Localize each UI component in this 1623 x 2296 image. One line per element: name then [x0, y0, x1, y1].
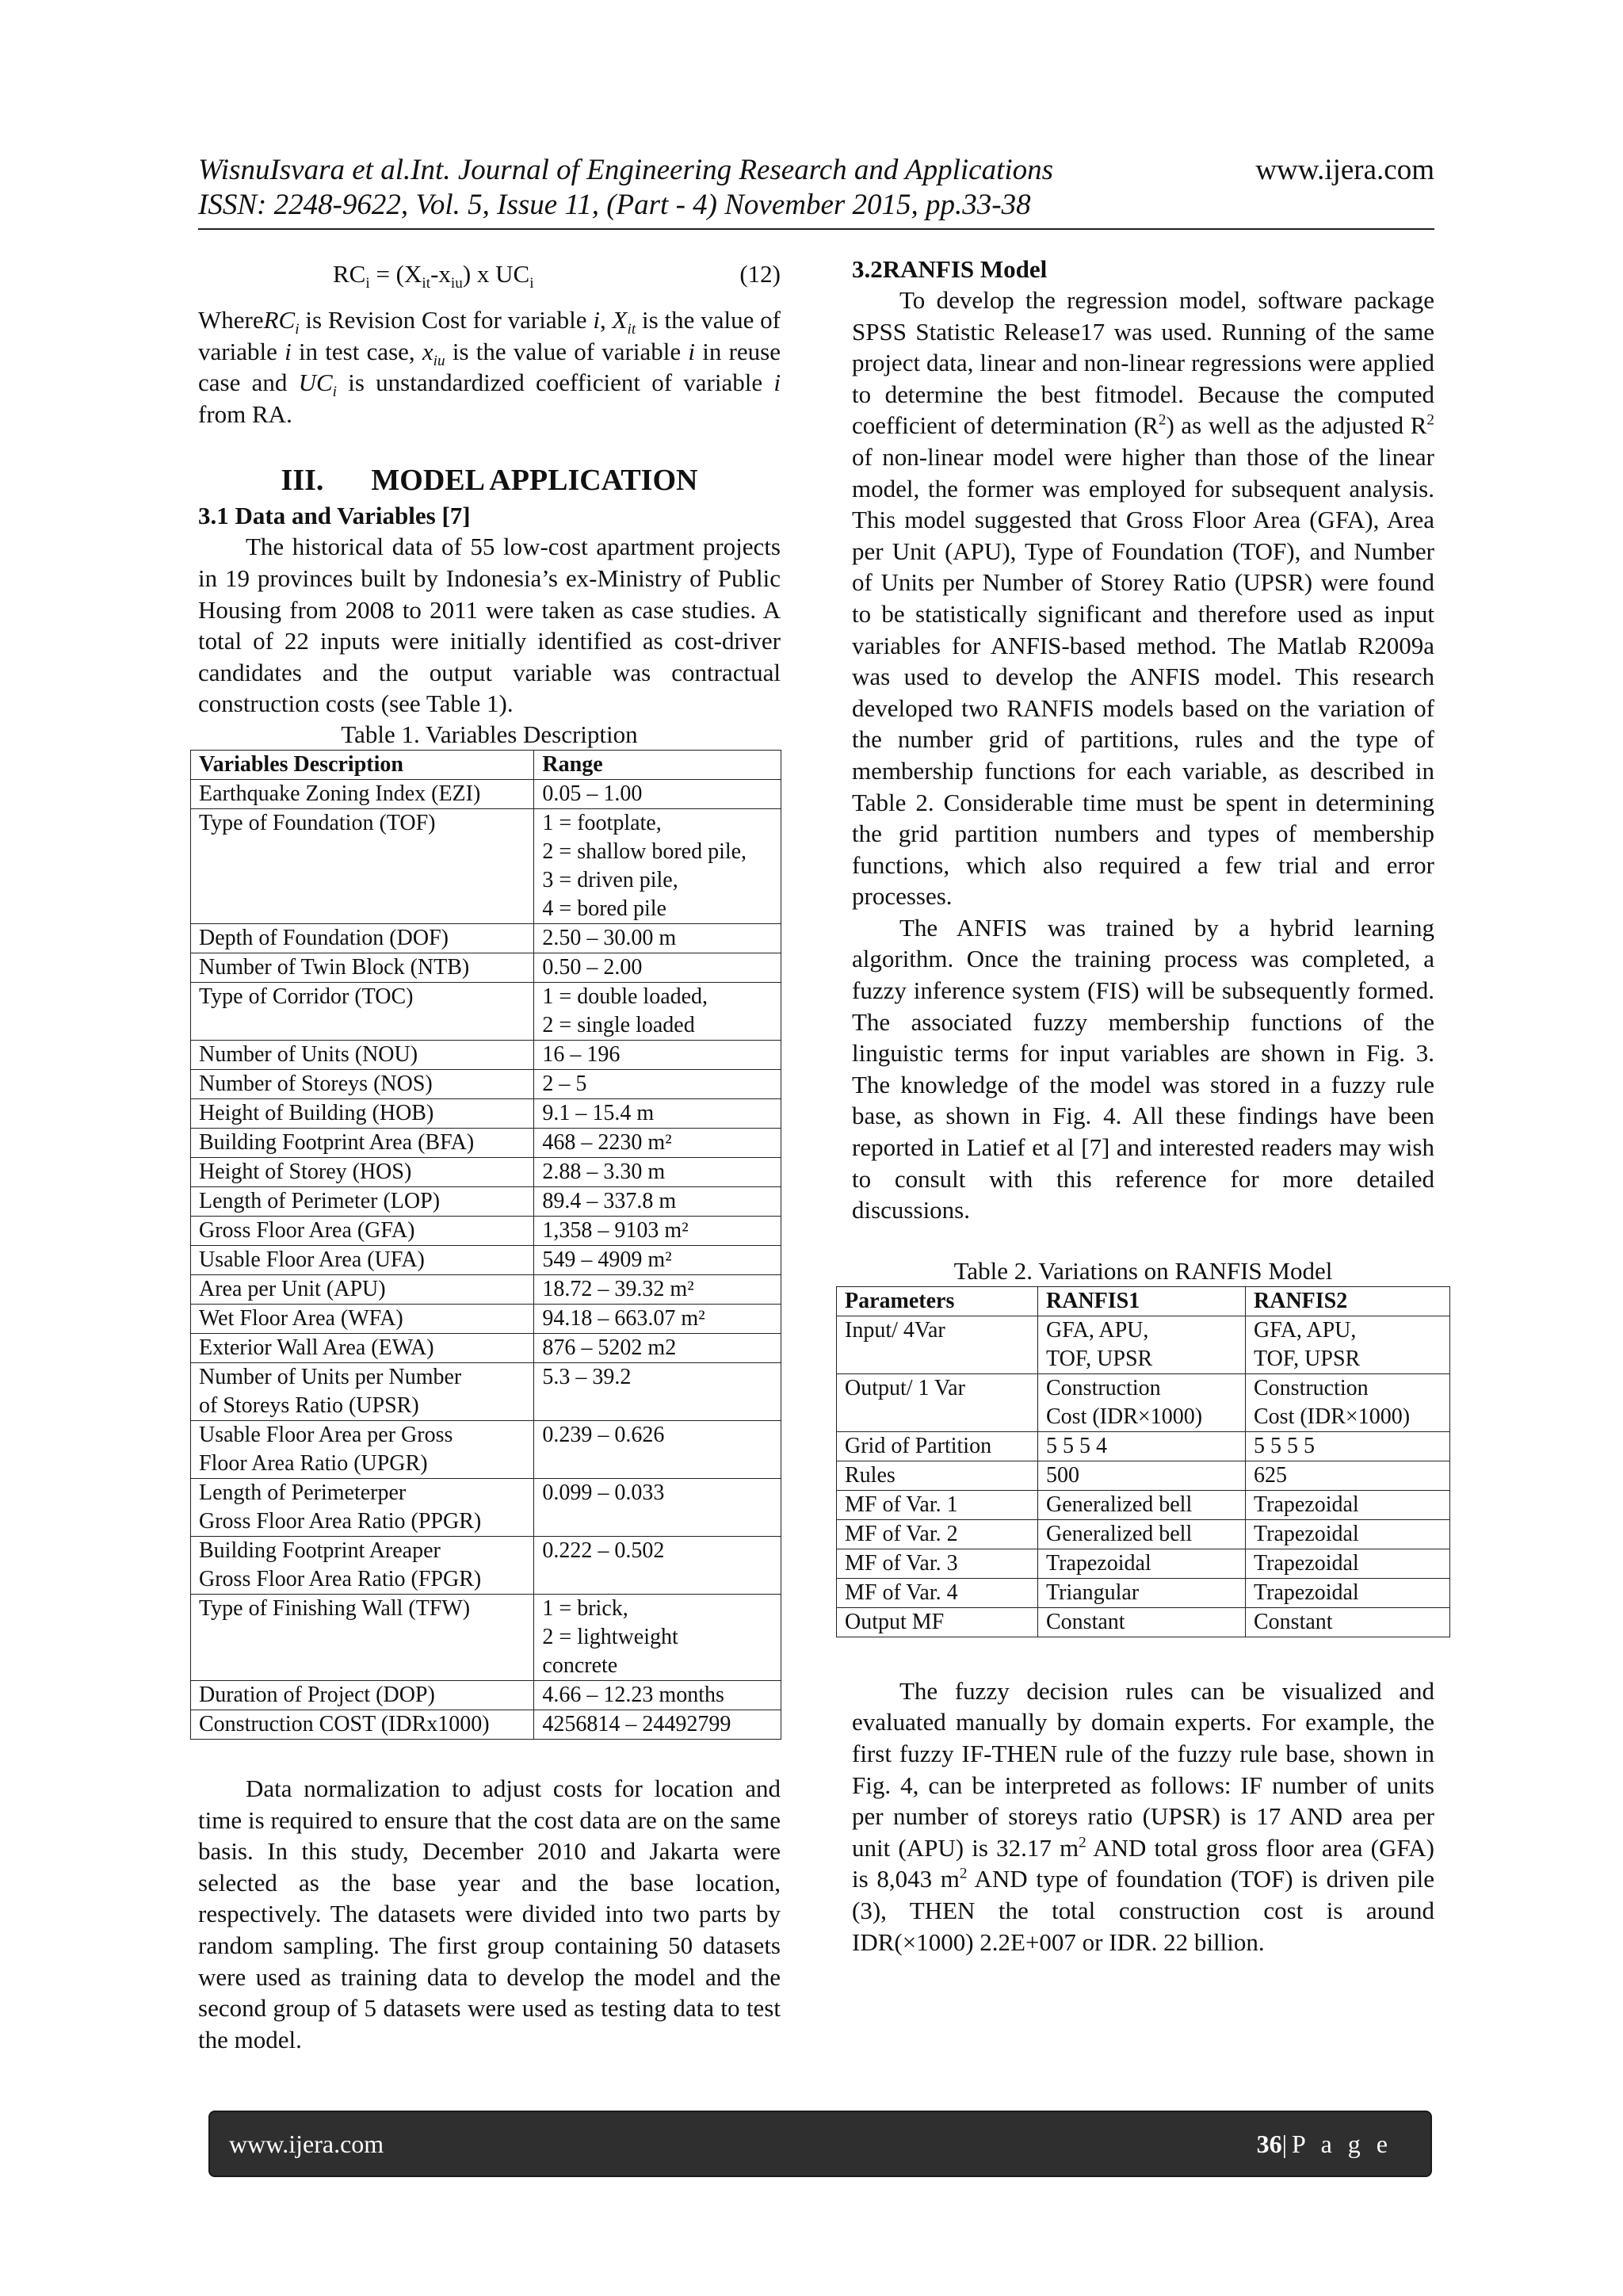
table1-row: [191, 1594, 781, 1680]
table1-cell: Duration of Project (DOP): [191, 1680, 534, 1710]
right-column: [845, 254, 1434, 1958]
header-rule: [198, 228, 1434, 230]
table2-cell: Input/ 4Var: [837, 1316, 1038, 1373]
table1-cell: Exterior Wall Area (EWA): [191, 1333, 534, 1362]
left-column: [198, 254, 781, 2055]
table2-cell: Trapezoidal: [1246, 1490, 1450, 1519]
table2-cell: 5 5 5 5: [1246, 1431, 1450, 1461]
subsection-heading-3-2: 3.2RANFIS Model: [852, 255, 1048, 283]
table1-cell: Number of Units per Number of Storeys Ratio (UPSR): [191, 1362, 534, 1420]
table1-row: [191, 923, 781, 953]
table1-cell: 2 – 5: [534, 1069, 781, 1098]
table1-header-cell: Variables Description: [191, 750, 534, 779]
paragraph-data-variables: The historical data of 55 low-cost apartment projects in 19 provinces built by Indonesia’s ex-Ministry of Public Housing from 2008 to 2011 were taken as case studies. A total of 22 inputs were initially identified as cost-driver candidates and the output variable was contractual construction costs (see Table 1).: [198, 533, 781, 718]
table1-row: [191, 1245, 781, 1274]
table1-cell: Depth of Foundation (DOF): [191, 923, 534, 953]
header-journal-line: WisnuIsvara et al.Int. Journal of Engineering Research and Applications: [198, 154, 1054, 186]
table1-row: [191, 1333, 781, 1362]
running-header: [198, 153, 1434, 223]
header-website-link[interactable]: www.ijera.com: [1255, 154, 1434, 186]
table1-cell: 89.4 – 337.8 m: [534, 1186, 781, 1216]
table2-row: [837, 1316, 1450, 1373]
table2-cell: MF of Var. 4: [837, 1578, 1038, 1607]
table1-cell: 1,358 – 9103 m²: [534, 1216, 781, 1245]
table2-cell: MF of Var. 1: [837, 1490, 1038, 1519]
table1-cell: Height of Building (HOB): [191, 1098, 534, 1128]
table2-caption: Table 2. Variations on RANFIS Model: [953, 1256, 1333, 1285]
table1-cell: 1 = double loaded, 2 = single loaded: [534, 982, 781, 1040]
table1-row: [191, 808, 781, 923]
table1-cell: Building Footprint Area (BFA): [191, 1128, 534, 1157]
table1-row: [191, 1157, 781, 1186]
table1-row: [191, 1040, 781, 1069]
paragraph-fuzzy-rules: The fuzzy decision rules can be visualized and evaluated manually by domain experts. For example, the first fuzzy IF-THEN rule of the fuzzy rule base, shown in Fig. 4, can be interpreted as follows: IF number of units per number of storeys ratio (UPSR) is 17 AND area per unit (APU) is 32.17 $m^2$ AND total gross floor area (GFA) is 8,043 $m^2$ AND type of foundation (TOF) is driven pile (3), THEN the total construction cost is around IDR(×1000) 2.2E+007 or IDR. 22 billion.: [852, 1676, 1434, 1956]
table1-cell: 18.72 – 39.32 m²: [534, 1274, 781, 1304]
table1-cell: Usable Floor Area per Gross Floor Area Ratio (UPGR): [191, 1420, 534, 1478]
table2-row: [837, 1607, 1450, 1637]
table1-row: [191, 1362, 781, 1420]
table2-row: [837, 1461, 1450, 1490]
table1-cell: 1 = footplate, 2 = shallow bored pile, 3 = driven pile, 4 = bored pile: [534, 808, 781, 923]
table2-cell: GFA, APU, TOF, UPSR: [1246, 1316, 1450, 1373]
table1-row: [191, 1536, 781, 1594]
table2-row: [837, 1490, 1450, 1519]
table2-ranfis-variations: [836, 1286, 1450, 1637]
table1-cell: Area per Unit (APU): [191, 1274, 534, 1304]
table1-cell: 4256814 – 24492799: [534, 1710, 781, 1739]
table1-row: [191, 1304, 781, 1333]
table1-cell: 549 – 4909 m²: [534, 1245, 781, 1274]
table2-cell: GFA, APU, TOF, UPSR: [1038, 1316, 1246, 1373]
table2-cell: Triangular: [1038, 1578, 1246, 1607]
table2-row: [837, 1431, 1450, 1461]
table2-cell: Output/ 1 Var: [837, 1373, 1038, 1431]
table2-cell: Output MF: [837, 1607, 1038, 1637]
paragraph-normalization: Data normalization to adjust costs for location and time is required to ensure that the cost data are on the same basis. In this study, December 2010 and Jakarta were selected as the base year and the base location, respectively. The datasets were divided into two parts by random sampling. The first group containing 50 datasets were used as training data to develop the model and the second group of 5 datasets were used as testing data to test the model.: [198, 1774, 781, 2053]
table1-cell: 16 – 196: [534, 1040, 781, 1069]
table1-row: [191, 1274, 781, 1304]
table1-cell: 0.50 – 2.00: [534, 953, 781, 982]
table1-cell: 9.1 – 15.4 m: [534, 1098, 781, 1128]
table2-header-cell: Parameters: [837, 1286, 1038, 1316]
table1-row: [191, 1680, 781, 1710]
table1-cell: Number of Storeys (NOS): [191, 1069, 534, 1098]
table1-cell: 0.222 – 0.502: [534, 1536, 781, 1594]
table1-row: [191, 1098, 781, 1128]
table1-cell: Building Footprint Areaper Gross Floor Area Ratio (FPGR): [191, 1536, 534, 1594]
table2-row: [837, 1549, 1450, 1578]
table1-cell: Number of Units (NOU): [191, 1040, 534, 1069]
table2-header-cell: RANFIS1: [1038, 1286, 1246, 1316]
table2-cell: Constant: [1038, 1607, 1246, 1637]
table1-cell: Type of Finishing Wall (TFW): [191, 1594, 534, 1680]
equation-12: [198, 258, 781, 290]
table2-cell: 500: [1038, 1461, 1246, 1490]
table2-cell: MF of Var. 2: [837, 1519, 1038, 1549]
table2-cell: Trapezoidal: [1246, 1578, 1450, 1607]
table2-cell: Construction Cost (IDR×1000): [1038, 1373, 1246, 1431]
table1-cell: Construction COST (IDRx1000): [191, 1710, 534, 1739]
table1-cell: Gross Floor Area (GFA): [191, 1216, 534, 1245]
table1-cell: Type of Corridor (TOC): [191, 982, 534, 1040]
equation-explanation: WhereRC$_i$ is Revision Cost for variable i, $X_{it}$ is the value of variable i in test case, $x_{iu}$ is the value of variable i in reuse case and $UC_i$ is unstandardized coefficient of variable i from RA.: [198, 306, 781, 428]
equation-formula: $RC_i = (X_{it}-x_{iu})$ x $UC_i$: [333, 260, 534, 292]
table2-row: [837, 1519, 1450, 1549]
table1-row: [191, 1069, 781, 1098]
table1-cell: Height of Storey (HOS): [191, 1157, 534, 1186]
table1-row: [191, 1128, 781, 1157]
equation-number: (12): [739, 260, 781, 288]
table1-cell: 4.66 – 12.23 months: [534, 1680, 781, 1710]
table1-cell: 94.18 – 663.07 m²: [534, 1304, 781, 1333]
table1-row: [191, 1710, 781, 1739]
table1-caption: Table 1. Variables Description: [341, 720, 638, 748]
page-footer: [210, 2112, 1430, 2176]
table2-cell: Generalized bell: [1038, 1519, 1246, 1549]
table1-cell: Wet Floor Area (WFA): [191, 1304, 534, 1333]
table1-cell: 876 – 5202 m2: [534, 1333, 781, 1362]
table1-cell: 0.099 – 0.033: [534, 1478, 781, 1536]
table2-cell: Grid of Partition: [837, 1431, 1038, 1461]
table1-row: [191, 953, 781, 982]
footer-website-link[interactable]: www.ijera.com: [229, 2130, 384, 2158]
table2-cell: Generalized bell: [1038, 1490, 1246, 1519]
table1-row: [191, 1186, 781, 1216]
table1-row: [191, 1216, 781, 1245]
table1-cell: 2.50 – 30.00 m: [534, 923, 781, 953]
footer-page-number: 36|P a g e: [1256, 2130, 1392, 2158]
table1-cell: 2.88 – 3.30 m: [534, 1157, 781, 1186]
table2-cell: Rules: [837, 1461, 1038, 1490]
table1-variables: [190, 750, 781, 1740]
table1-cell: Usable Floor Area (UFA): [191, 1245, 534, 1274]
subsection-heading-3-1: 3.1 Data and Variables [7]: [198, 502, 471, 530]
table1-cell: 1 = brick, 2 = lightweight concrete: [534, 1594, 781, 1680]
table1-cell: Number of Twin Block (NTB): [191, 953, 534, 982]
table1-cell: 0.239 – 0.626: [534, 1420, 781, 1478]
table1-row: [191, 1420, 781, 1478]
table1-cell: Length of Perimeterper Gross Floor Area Ratio (PPGR): [191, 1478, 534, 1536]
table1-cell: Type of Foundation (TOF): [191, 808, 534, 923]
table1-cell: 5.3 – 39.2: [534, 1362, 781, 1420]
table1-header-cell: Range: [534, 750, 781, 779]
paragraph-anfis-training: The ANFIS was trained by a hybrid learning algorithm. Once the training process was completed, a fuzzy inference system (FIS) will be subsequently formed. The associated fuzzy membership functions of the linguistic terms for input variables are shown in Fig. 3. The knowledge of the model was stored in a fuzzy rule base, as shown in Fig. 4. All these findings have been reported in Latief et al [7] and interested readers may wish to consult with this reference for more detailed discussions.: [852, 913, 1434, 1224]
table1-cell: 468 – 2230 m²: [534, 1128, 781, 1157]
table2-header-cell: RANFIS2: [1246, 1286, 1450, 1316]
table2-cell: MF of Var. 3: [837, 1549, 1038, 1578]
table2-cell: Trapezoidal: [1246, 1519, 1450, 1549]
table2-cell: Construction Cost (IDR×1000): [1246, 1373, 1450, 1431]
table1-row: [191, 982, 781, 1040]
table1-cell: 0.05 – 1.00: [534, 779, 781, 808]
table2-row: [837, 1373, 1450, 1431]
section-heading: III. MODEL APPLICATION: [281, 464, 698, 498]
table1-row: [191, 779, 781, 808]
table2-cell: 625: [1246, 1461, 1450, 1490]
table2-cell: Trapezoidal: [1038, 1549, 1246, 1578]
table2-cell: Trapezoidal: [1246, 1549, 1450, 1578]
table2-row: [837, 1578, 1450, 1607]
paragraph-ranfis-model: To develop the regression model, software package SPSS Statistic Release17 was used. Running of the same project data, linear and non-linear regressions were applied to determine the best fitmodel. Because the computed coefficient of determination $(R^2)$ as well as the adjusted $R^2$ of non-linear model were higher than those of the linear model, the former was employed for subsequent analysis. This model suggested that Gross Floor Area (GFA), Area per Unit (APU), Type of Foundation (TOF), and Number of Units per Number of Storey Ratio (UPSR) were found to be statistically significant and therefore used as input variables for ANFIS-based method. The Matlab R2009a was used to develop the ANFIS model. This research developed two RANFIS models based on the variation of the number grid of partitions, rules and the type of membership functions for each variable, as described in Table 2. Considerable time must be spent in determining the grid partition numbers and types of membership functions, which also required a few trial and error processes.: [852, 286, 1434, 911]
table2-cell: 5 5 5 4: [1038, 1431, 1246, 1461]
table1-cell: Length of Perimeter (LOP): [191, 1186, 534, 1216]
table1-cell: Earthquake Zoning Index (EZI): [191, 779, 534, 808]
table1-row: [191, 1478, 781, 1536]
header-issn-line: ISSN: 2248-9622, Vol. 5, Issue 11, (Part - 4) November 2015, pp.33-38: [198, 189, 1031, 221]
table2-cell: Constant: [1246, 1607, 1450, 1637]
